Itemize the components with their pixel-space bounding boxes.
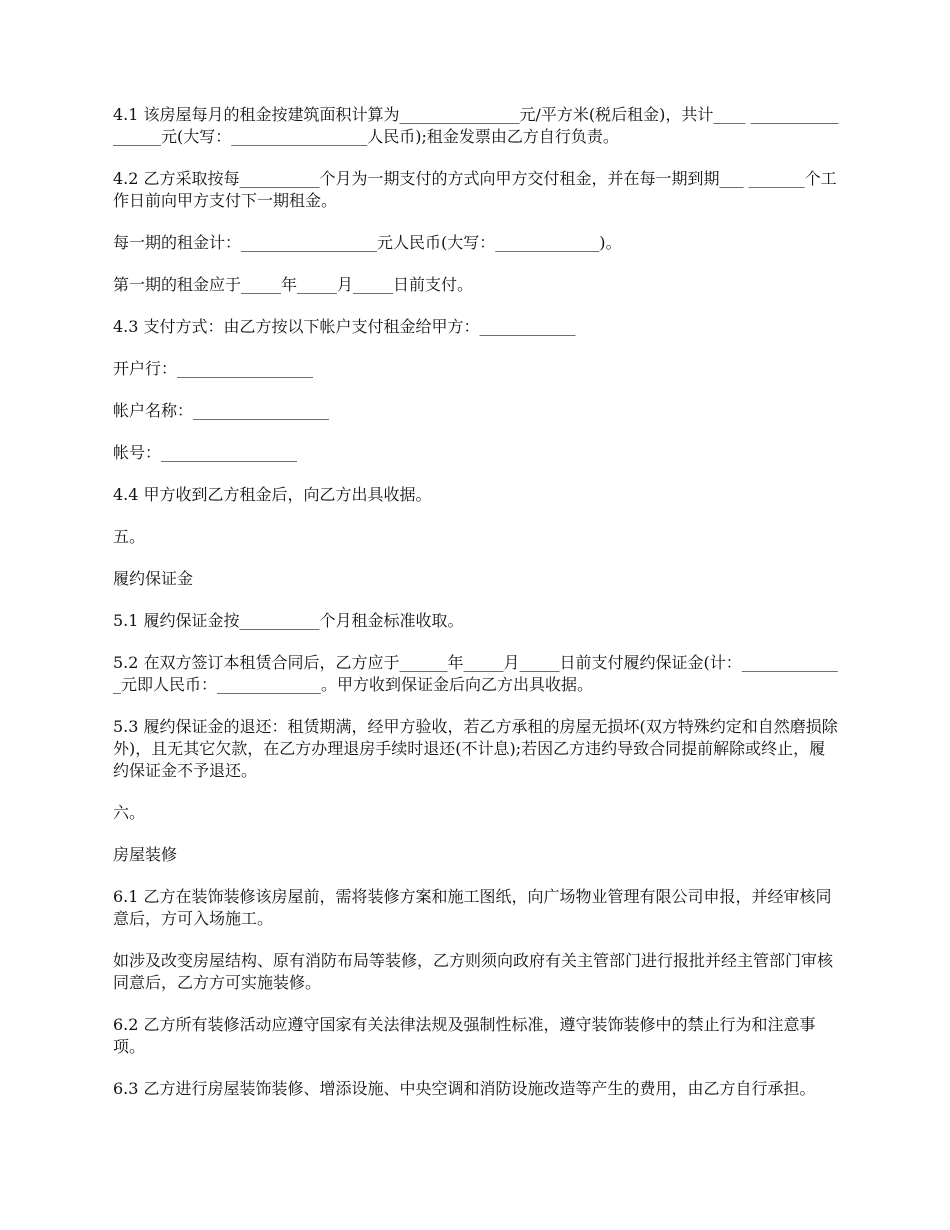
section-6-heading: 房屋装修 <box>113 845 178 864</box>
clause-6-2: 6.2 乙方所有装修活动应遵守国家有关法律法规及强制性标准，遵守装饰装修中的禁止行为和注意事项。 <box>113 1015 816 1056</box>
clause-6-1: 6.1 乙方在装饰装修该房屋前，需将装修方案和施工图纸，向广场物业管理有限公司申报，并经审核同意后，方可入场施工。 <box>113 887 832 928</box>
section-6-number: 六。 <box>113 803 146 822</box>
rent-per-period: 每一期的租金计：_________________元人民币(大写：_____________)。 <box>113 233 622 252</box>
clause-4-1: 4.1 该房屋每月的租金按建筑面积计算为_______________元/平方米(税后租金)，共计____ _________________元(大写：_________________人民币);租金发票由乙方自行负责。 <box>113 105 839 146</box>
document-page <box>113 104 841 1120</box>
clause-4-4: 4.4 甲方收到乙方租金后，向乙方出具收据。 <box>113 485 432 504</box>
first-rent-date: 第一期的租金应于_____年_____月_____日前支付。 <box>113 275 474 294</box>
account-number-line: 帐号：_________________ <box>113 443 298 462</box>
bank-name-line: 开户行：_________________ <box>113 359 314 378</box>
clause-4-3: 4.3 支付方式：由乙方按以下帐户支付租金给甲方：____________ <box>113 317 576 336</box>
clause-5-2: 5.2 在双方签订本租赁合同后，乙方应于______年_____月_____日前支付履约保证金(计：_____________元即人民币：_____________。甲方收到保证金后向乙方出具收据。 <box>113 653 838 694</box>
clause-6-1-continued: 如涉及改变房屋结构、原有消防布局等装修，乙方则须向政府有关主管部门进行报批并经主管部门审核同意后，乙方方可实施装修。 <box>113 951 834 992</box>
clause-4-2: 4.2 乙方采取按每__________个月为一期支付的方式向甲方交付租金，并在每一期到期___ _______个工作日前向甲方支付下一期租金。 <box>113 169 837 210</box>
account-name-line: 帐户名称：_________________ <box>113 401 330 420</box>
section-5-heading: 履约保证金 <box>113 569 194 588</box>
clause-5-3: 5.3 履约保证金的退还：租赁期满，经甲方验收，若乙方承租的房屋无损坏(双方特殊约定和自然磨损除外)，且无其它欠款，在乙方办理退房手续时退还(不计息);若因乙方违约导致合同提前解除或终止，履约保证金不予退还。 <box>113 717 838 780</box>
section-5-number: 五。 <box>113 527 146 546</box>
clause-6-3: 6.3 乙方进行房屋装饰装修、增添设施、中央空调和消防设施改造等产生的费用，由乙方自行承担。 <box>113 1079 816 1098</box>
clause-5-1: 5.1 履约保证金按__________个月租金标准收取。 <box>113 611 464 630</box>
